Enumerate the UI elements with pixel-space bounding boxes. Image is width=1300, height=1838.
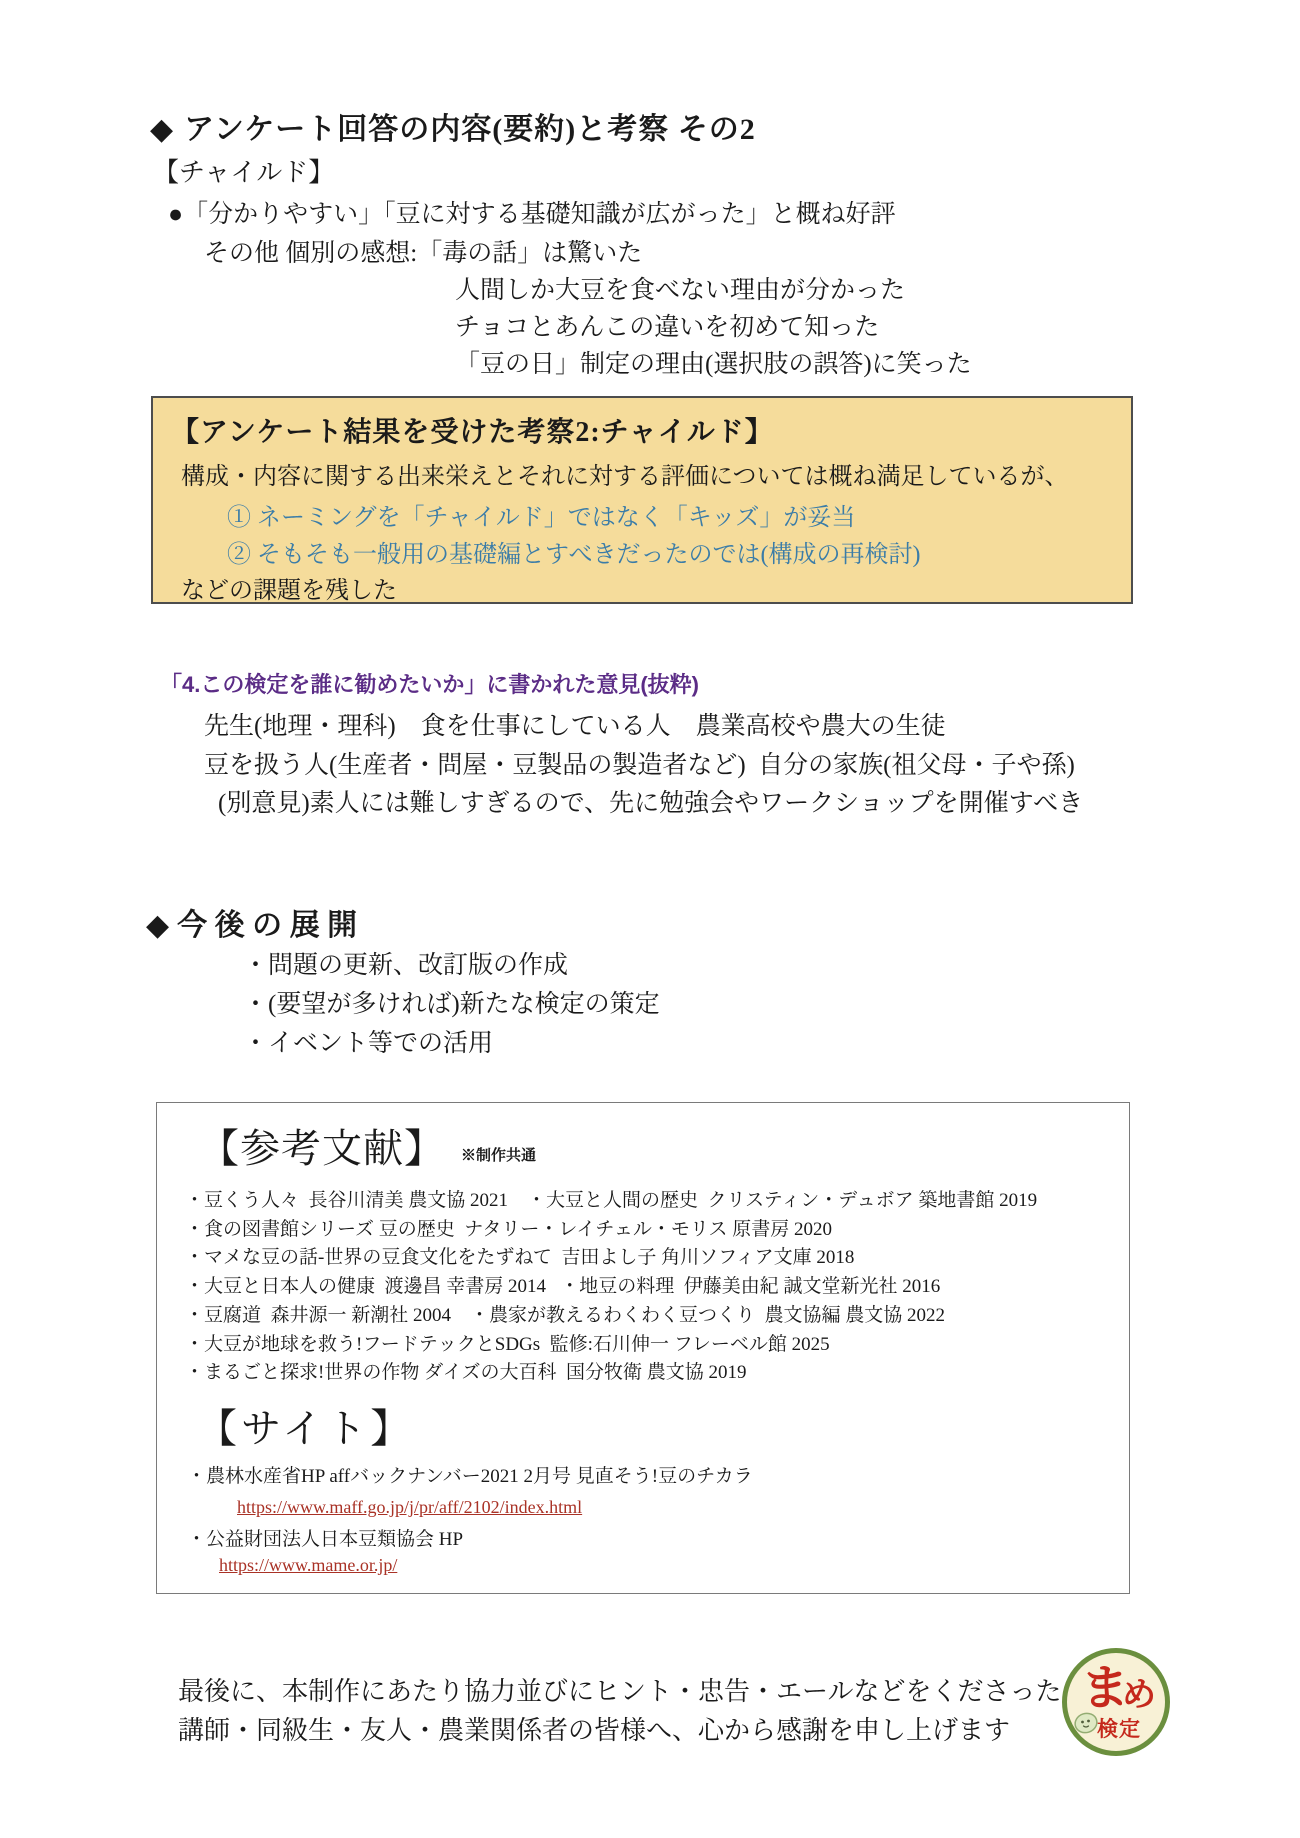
logo-char-me: め xyxy=(1122,1676,1156,1714)
logo-word-kentei: 検定 xyxy=(1097,1718,1141,1741)
reference-item: ・食の図書館シリーズ 豆の歴史 ナタリー・レイチェル・モリス 原書房 2020 xyxy=(185,1218,832,1240)
recommend-line: 豆を扱う人(生産者・問屋・豆製品の製造者など) 自分の家族(祖父母・子や孫) xyxy=(204,751,1075,779)
reference-item: ・マメな豆の話-世界の豆食文化をたずねて 吉田よし子 角川ソフィア文庫 2018 xyxy=(185,1247,855,1269)
closing-line: 最後に、本制作にあたり協力並びにヒント・忠告・エールなどをくださった xyxy=(178,1677,1062,1706)
consideration-box xyxy=(151,396,1133,604)
survey-detail-line: 「豆の日」制定の理由(選択肢の誤答)に笑った xyxy=(455,351,972,378)
reference-heading-row xyxy=(199,1117,536,1174)
child-group-label: 【チャイルド】 xyxy=(153,158,335,187)
page-title-text: アンケート回答の内容(要約)と考察 その2 xyxy=(184,113,756,146)
consideration-point-1: ① ネーミングを「チャイルド」ではなく「キッズ」が妥当 xyxy=(227,505,856,531)
recommend-line: (別意見)素人には難しすぎるので、先に勉強会やワークショップを開催すべき xyxy=(218,790,1084,817)
site-item-label: ・公益財団法人日本豆類協会 HP xyxy=(187,1529,464,1550)
reference-item: ・大豆と日本人の健康 渡邊昌 幸書房 2014 ・地豆の料理 伊藤美由紀 誠文堂新光社 2016 xyxy=(185,1276,941,1298)
site-link-wrap xyxy=(237,1497,582,1518)
reference-heading: 【参考文献】 xyxy=(199,1126,445,1171)
site-item-label: ・農林水産省HP affバックナンバー2021 2月号 見直そう!豆のチカラ xyxy=(187,1466,753,1487)
future-item: ・(要望が多ければ)新たな検定の策定 xyxy=(243,991,660,1018)
site-heading: 【サイト】 xyxy=(197,1406,415,1451)
closing-line: 講師・同級生・友人・農業関係者の皆様へ、心から感謝を申し上げます xyxy=(178,1716,1011,1745)
future-heading-text: 今 後 の 展 開 xyxy=(177,909,358,942)
diamond-icon: ◆ xyxy=(146,909,170,942)
reference-note: ※制作共通 xyxy=(461,1148,537,1164)
future-item: ・問題の更新、改訂版の作成 xyxy=(243,952,569,979)
consideration-heading: 【アンケート結果を受けた考察2:チャイルド】 xyxy=(171,417,774,448)
future-heading xyxy=(146,900,357,944)
survey-other-line: その他 個別の感想:「毒の話」は驚いた xyxy=(204,240,643,267)
site-link-wrap xyxy=(219,1555,397,1576)
reference-box xyxy=(156,1102,1130,1594)
survey-bullet-line: ●「分かりやすい」「豆に対する基礎知識が広がった」と概ね好評 xyxy=(168,201,896,228)
bean-face-icon xyxy=(1073,1711,1099,1735)
reference-list xyxy=(185,1187,1037,1388)
reference-item: ・豆腐道 森井源一 新潮社 2004 ・農家が教えるわくわく豆つくり 農文協編 農文協 2022 xyxy=(185,1304,946,1326)
reference-item: ・まるごと探求!世界の作物 ダイズの大百科 国分牧衛 農文協 2019 xyxy=(185,1362,747,1384)
survey-detail-lines xyxy=(455,272,972,383)
consideration-outro: などの課題を残した xyxy=(181,578,397,604)
closing-message xyxy=(178,1672,1061,1750)
mame-link[interactable]: https://www.mame.or.jp/ xyxy=(219,1555,398,1575)
future-item: ・イベント等での活用 xyxy=(243,1030,494,1057)
mame-kentei-logo xyxy=(1062,1648,1170,1756)
reference-item: ・豆くう人々 長谷川清美 農文協 2021 ・大豆と人間の歴史 クリスティン・デュボア 築地書館 2019 xyxy=(185,1190,1038,1211)
consideration-intro: 構成・内容に関する出来栄えとそれに対する評価については概ね満足しているが、 xyxy=(181,464,1069,490)
future-items xyxy=(243,946,660,1063)
reference-item: ・大豆が地球を救う!フードテックとSDGs 監修:石川伸一 フレーベル館 2025 xyxy=(185,1333,830,1355)
maff-link[interactable]: https://www.maff.go.jp/j/pr/aff/2102/index.html xyxy=(237,1497,583,1517)
logo-char-ma: ま xyxy=(1081,1662,1130,1715)
survey-detail-line: チョコとあんこの違いを初めて知った xyxy=(455,314,880,341)
recommend-heading: 「4.この検定を誰に勧めたいか」に書かれた意見(抜粋) xyxy=(160,672,700,697)
page-title xyxy=(150,104,756,148)
diamond-icon: ◆ xyxy=(150,113,175,146)
survey-detail-line: 人間しか大豆を食べない理由が分かった xyxy=(455,277,906,304)
recommend-line: 先生(地理・理科) 食を仕事にしている人 農業高校や農大の生徒 xyxy=(204,713,946,740)
recommend-lines xyxy=(204,708,1083,824)
consideration-point-2: ② そもそも一般用の基礎編とすべきだったのでは(構成の再検討) xyxy=(227,542,921,568)
